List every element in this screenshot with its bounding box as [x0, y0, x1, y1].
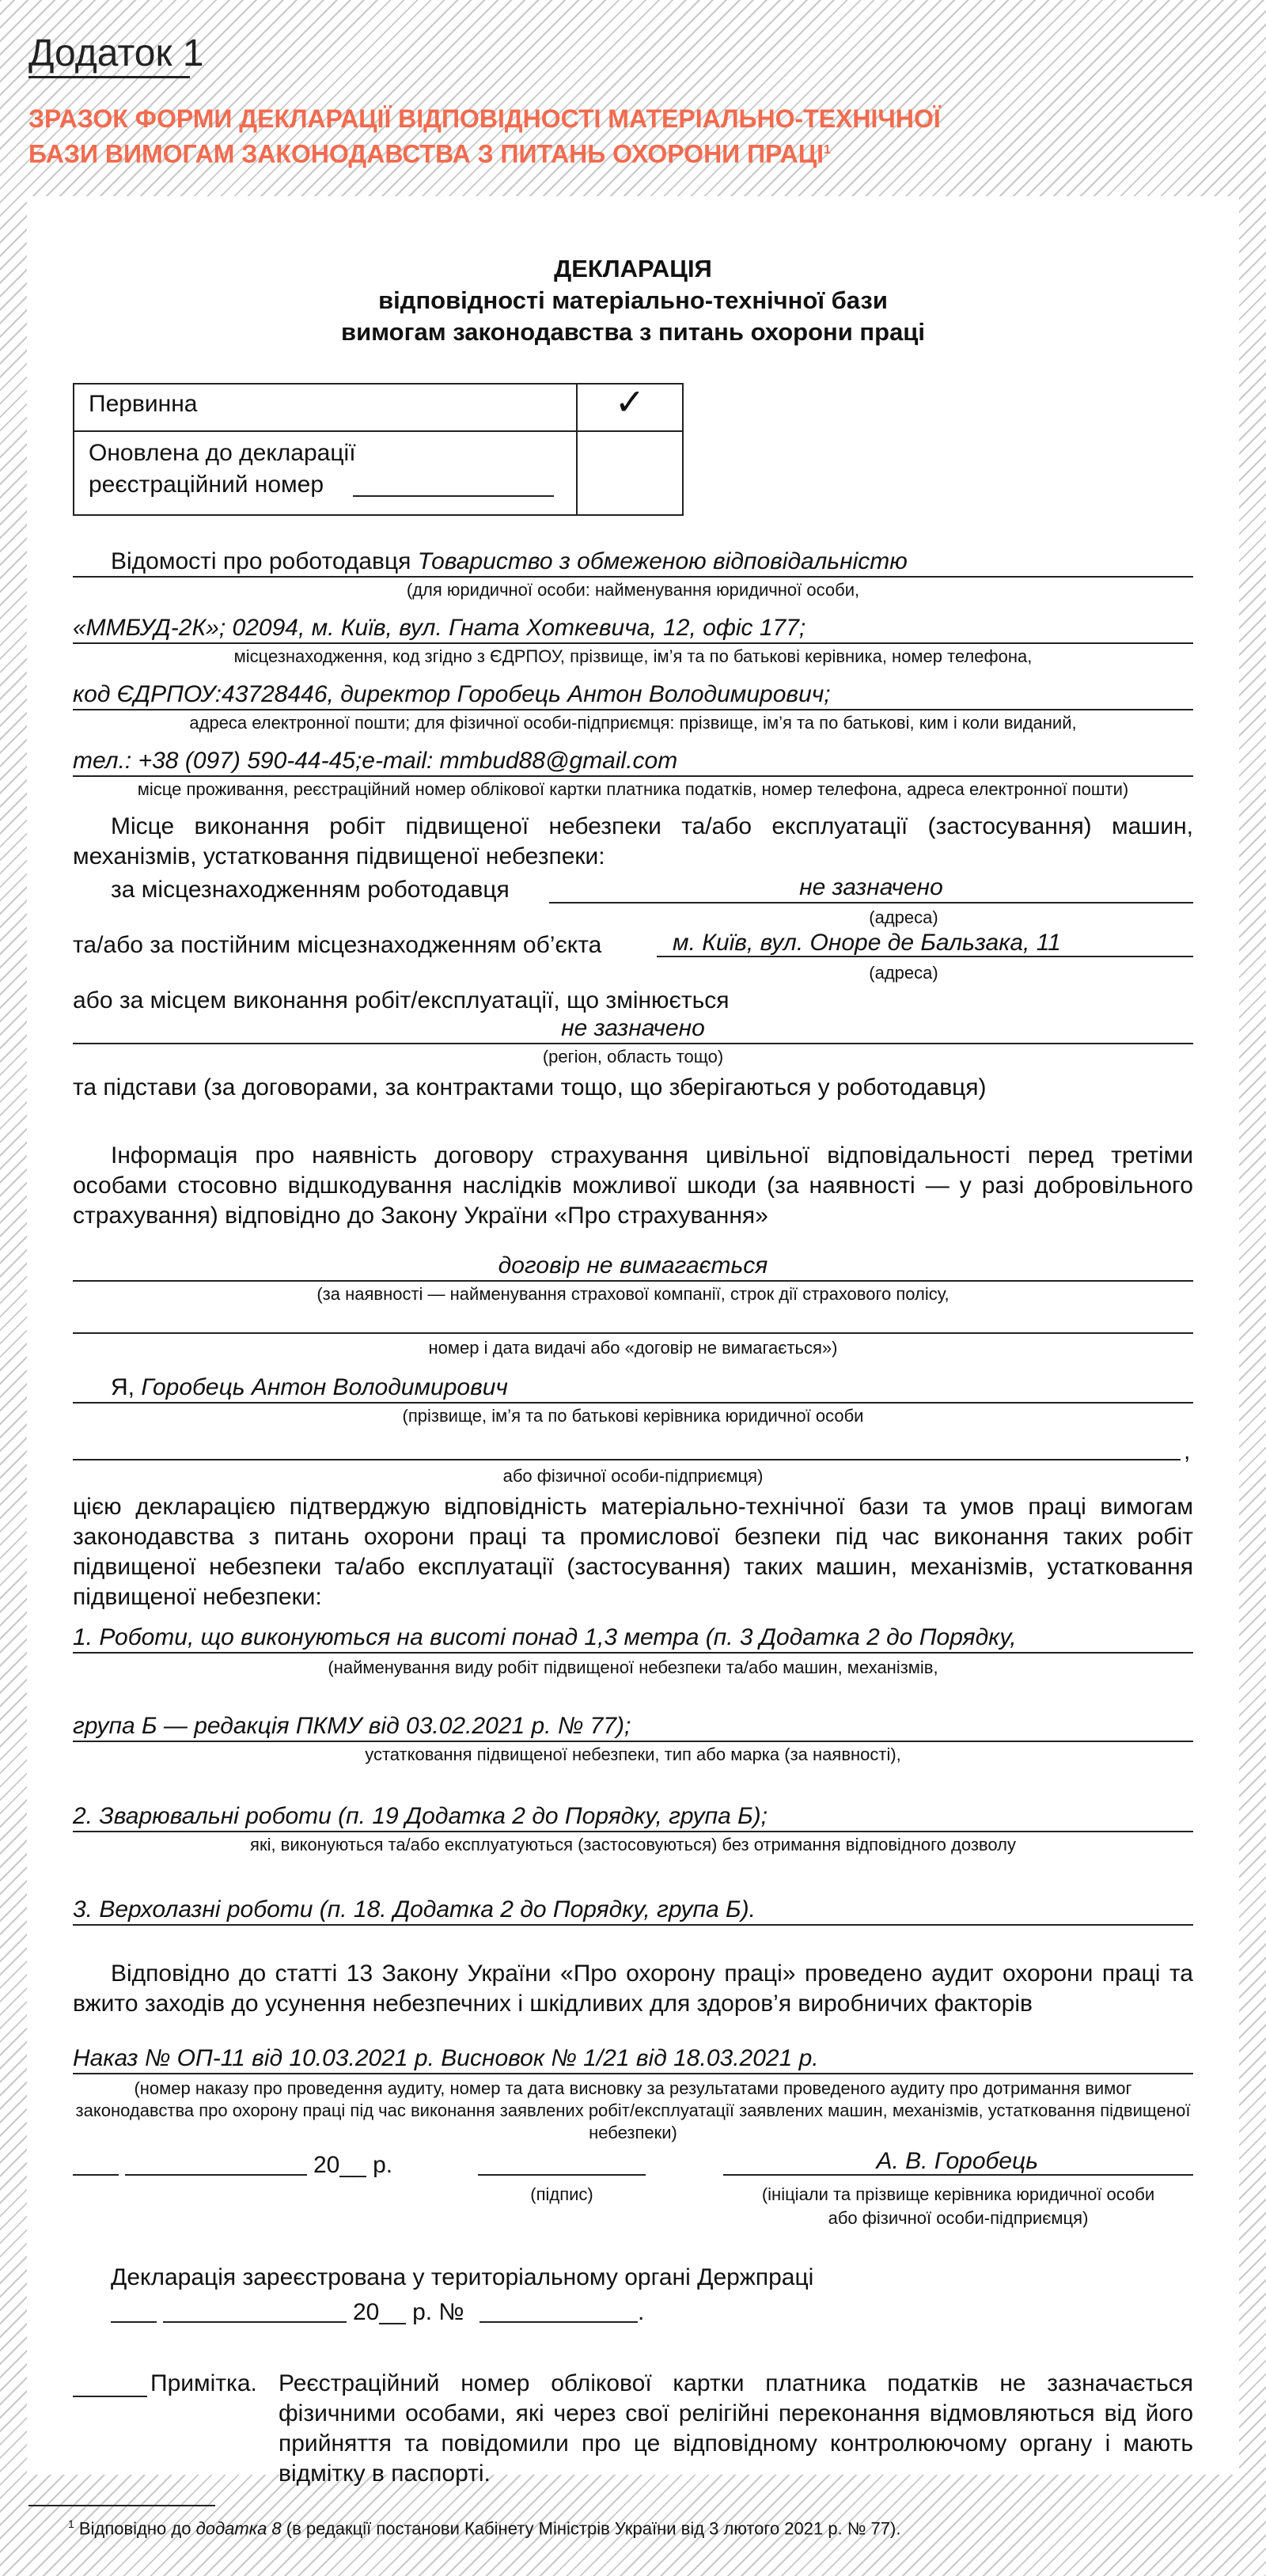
permanent-location-value[interactable]: м. Київ, вул. Оноре де Бальзака, 11 [657, 929, 1193, 957]
reg-number-label: реєстраційний номер [89, 472, 324, 498]
insurance-value[interactable]: договір не вимагається [73, 1252, 1193, 1282]
table-divider-vertical [576, 383, 578, 516]
footnote-number: 1 [68, 2517, 74, 2530]
employer-value: Товариство з обмеженою відповідальністю [417, 548, 908, 574]
note-text: Реєстраційний номер облікової картки платника податків не зазначається фізичними особами, які через свої релігійні переконання відмовляються від його прийняття та повідомили про це відповідному контролюючому органу і мають відмітку в паспорті. [279, 2370, 1193, 2487]
appendix-label: Додаток 1 [28, 32, 204, 74]
employer-code[interactable]: код ЄДРПОУ:43728446, директор Горобець Антон Володимирович; [73, 680, 1193, 710]
employer-address[interactable]: «ММБУД-2К»; 02094, м. Київ, вул. Гната Хоткевича, 12, офіс 177; [73, 614, 1193, 644]
i-label: Я, [111, 1374, 135, 1400]
note-label: Примітка. [150, 2370, 257, 2396]
declaration-subtitle-1: відповідності матеріально-технічної бази [378, 286, 888, 314]
sample-title [28, 103, 1120, 170]
comma: , [1184, 1438, 1191, 1464]
insurance-paragraph: Інформація про наявність договору страхування цивільної відповідальності перед третіми особами стосовно відшкодування наслідків можливої шкоди (за наявності — у разі добровільного страхування) відповідно до Закону України «Про страхування» [73, 1142, 1193, 1229]
fop-name-blank[interactable] [73, 1430, 1181, 1460]
reg-period: . [638, 2299, 645, 2325]
updated-label: Оновлена до декларації [89, 440, 356, 466]
initials-hint-2: або фізичної особи-підприємця) [828, 2208, 1089, 2228]
by-location-value[interactable]: не зазначено [549, 873, 1193, 903]
hint-email: адреса електронної пошти; для фізичної особи-підприємця: прізвище, ім’я та по батькові, ким і коли виданий, [189, 713, 1077, 733]
footnote [68, 2517, 900, 2539]
primary-checkmark-icon[interactable]: ✓ [614, 381, 646, 422]
reg-day-blank[interactable] [111, 2321, 157, 2323]
insurance-number-blank[interactable] [73, 1304, 1193, 1334]
audit-value[interactable]: Наказ № ОП-11 від 10.03.2021 р. Висновок № 1/21 від 18.03.2021 р. [73, 2044, 1193, 2074]
work-place-paragraph: Місце виконання робіт підвищеної небезпеки та/або експлуатації (застосування) машин, механізмів, устатковання підвищеної небезпеки: [73, 813, 1193, 869]
sample-title-footnote-ref: 1 [823, 143, 831, 157]
note-blank [73, 2396, 147, 2397]
footnote-post: (в редакції постанови Кабінету Міністрів України від 3 лютого 2021 р. № 77). [286, 2518, 901, 2539]
audit-paragraph: Відповідно до статті 13 Закону України «Про охорону праці» проведено аудит охорони праці та вжито заходів до усунення небезпечних і шкідливих для здоров’я виробничих факторів [73, 1960, 1193, 2017]
work-hint-1: (найменування виду робіт підвищеної небезпеки та/або машин, механізмів, [328, 1657, 938, 1677]
footnote-divider [28, 2505, 215, 2506]
reg-month-blank[interactable] [163, 2321, 347, 2323]
sample-title-line1: ЗРАЗОК ФОРМИ ДЕКЛАРАЦІЇ ВІДПОВІДНОСТІ МАТЕРІАЛЬНО-ТЕХНІЧНОЇ [28, 104, 941, 133]
registration-text: Декларація зареєстрована у територіальному органі Держпраці [111, 2264, 814, 2290]
director-name: Горобець Антон Володимирович [141, 1374, 508, 1400]
variable-location-label: або за місцем виконання робіт/експлуатації, що змінюється [73, 987, 730, 1013]
audit-hint: (номер наказу про проведення аудиту, номер та дата висновку за результатами проведеного аудиту про дотримання вимог законодавства про охорону праці під час виконання заявлених робіт/експлуатації заявлених машин, механізмів, устатковання підвищеної небезпеки) [75, 2078, 1191, 2142]
footnote-link[interactable]: додатка 8 [195, 2518, 282, 2539]
initials-hint-1: (ініціали та прізвище керівника юридичної особи [761, 2184, 1155, 2204]
region-hint: (регіон, область тощо) [542, 1047, 724, 1066]
initials-value[interactable]: А. В. Горобець [723, 2147, 1193, 2176]
month-blank[interactable] [125, 2174, 307, 2176]
primary-label: Первинна [89, 391, 198, 417]
permanent-location-label: та/або за постійним місцезнаходженням об’єкта [73, 932, 602, 958]
variable-location-value[interactable]: не зазначено [73, 1014, 1193, 1044]
reg-number-blank[interactable] [353, 495, 554, 497]
hint-legal-entity: (для юридичної особи: найменування юридичної особи, [406, 580, 860, 600]
address-hint-2: (адреса) [869, 963, 938, 983]
director-name-hint: (прізвище, ім’я та по батькові керівника юридичної особи [402, 1406, 864, 1426]
reg-date-year: 20__ р. № [353, 2299, 464, 2325]
work-hint-2: устатковання підвищеної небезпеки, тип або марка (за наявності), [365, 1744, 901, 1764]
hint-location: місцезнаходження, код згідно з ЄДРПОУ, прізвище, ім’я та по батькові керівника, номер телефона, [233, 646, 1033, 666]
day-blank[interactable] [73, 2174, 119, 2176]
table-divider-horizontal [73, 430, 684, 432]
signature-hint: (підпис) [530, 2184, 593, 2204]
work-item-1[interactable]: 1. Роботи, що виконуються на висоті понад 1,3 метра (п. 3 Додатка 2 до Порядку, [73, 1623, 1193, 1654]
employer-line[interactable] [73, 547, 1193, 578]
declaration-subtitle-2: вимогам законодавства з питань охорони праці [341, 318, 925, 346]
hint-residence: місце проживання, реєстраційний номер облікової картки платника податків, номер телефона, адреса електронної пошти) [137, 779, 1129, 799]
fop-hint: або фізичної особи-підприємця) [502, 1466, 764, 1486]
work-item-1b[interactable]: група Б — редакція ПКМУ від 03.02.2021 р. № 77); [73, 1712, 1193, 1742]
insurance-hint-2: номер і дата видачі або «договір не вимагається») [428, 1338, 838, 1358]
work-item-2[interactable]: 2. Зварювальні роботи (п. 19 Додатка 2 до Порядку, група Б); [73, 1802, 1193, 1832]
director-name-line[interactable] [73, 1373, 1193, 1404]
work-hint-3: які, виконуються та/або експлуатуються (застосовуються) без отримання відповідного дозволу [250, 1835, 1016, 1854]
insurance-hint-1: (за наявності — найменування страхової компанії, строк дії страхового полісу, [316, 1284, 950, 1304]
footnote-pre: Відповідно до [78, 2518, 191, 2539]
by-location-label: за місцезнаходженням роботодавця [111, 877, 510, 903]
appendix-underline [28, 76, 190, 78]
signature-blank[interactable] [478, 2174, 646, 2176]
reg-number-field[interactable] [479, 2321, 638, 2323]
declaration-title: ДЕКЛАРАЦІЯ [554, 255, 712, 282]
sign-date-year: 20__ р. [313, 2152, 393, 2178]
grounds-text: та підстави (за договорами, за контрактами тощо, що зберігаються у роботодавця) [73, 1074, 987, 1100]
sample-title-line2: БАЗИ ВИМОГАМ ЗАКОНОДАВСТВА З ПИТАНЬ ОХОРОНИ ПРАЦІ [28, 139, 824, 169]
employer-label: Відомості про роботодавця [111, 548, 411, 574]
employer-contacts[interactable]: тел.: +38 (097) 590-44-45;e-mail: mmbud88@gmail.com [73, 747, 1193, 777]
confirmation-paragraph: цією декларацією підтверджую відповідність матеріально-технічної бази та умов праці вимогам законодавства з питань охорони праці та промислової безпеки під час виконання таких робіт підвищеної небезпеки та/або експлуатації (застосування) таких машин, механізмів, устатковання підвищеної небезпеки: [73, 1494, 1193, 1610]
work-item-3[interactable]: 3. Верхолазні роботи (п. 18. Додатка 2 до Порядку, група Б). [73, 1896, 1193, 1926]
address-hint-1: (адреса) [869, 907, 938, 927]
